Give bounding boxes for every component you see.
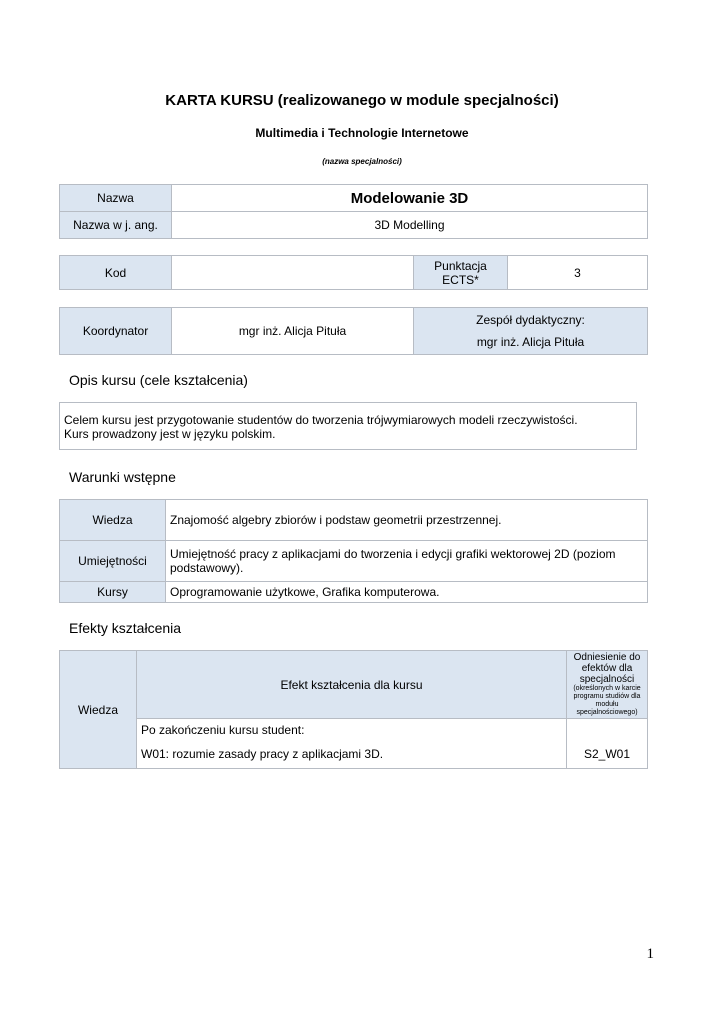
coordinator-value: mgr inż. Alicja Pituła bbox=[172, 308, 414, 355]
page-title: KARTA KURSU (realizowanego w module specjalności) bbox=[165, 92, 559, 109]
prerequisites-table bbox=[59, 499, 648, 603]
reference-header-note: (określonych w karcie programu studiów dla modułu specjalnościowego) bbox=[573, 685, 641, 716]
outcomes-intro: Po zakończeniu kursu student: bbox=[137, 719, 567, 741]
outcomes-heading: Efekty kształcenia bbox=[69, 620, 182, 636]
page-number: 1 bbox=[646, 946, 654, 962]
coordinator-label: Koordynator bbox=[60, 308, 172, 355]
code-ects-table bbox=[59, 255, 648, 290]
prereq-label: Wiedza bbox=[60, 500, 166, 541]
outcome-reference: S2_W01 bbox=[567, 741, 648, 769]
specialty-name: Multimedia i Technologie Internetowe bbox=[255, 126, 469, 140]
ects-label: Punktacja ECTS* bbox=[414, 256, 508, 290]
ects-value: 3 bbox=[508, 256, 648, 290]
course-name-en: 3D Modelling bbox=[172, 212, 648, 239]
teaching-team-cell bbox=[414, 308, 648, 355]
description-heading: Opis kursu (cele kształcenia) bbox=[69, 372, 248, 388]
name-label: Nazwa bbox=[60, 185, 172, 212]
course-name: Modelowanie 3D bbox=[172, 185, 648, 212]
code-value bbox=[172, 256, 414, 290]
outcome-item: W01: rozumie zasady pracy z aplikacjami 3D. bbox=[137, 741, 567, 769]
specialty-note: (nazwa specjalności) bbox=[322, 157, 402, 166]
prereq-label: Umiejętności bbox=[60, 541, 166, 582]
outcomes-row-label: Wiedza bbox=[60, 651, 137, 769]
name-en-label: Nazwa w j. ang. bbox=[60, 212, 172, 239]
description-line-1: Celem kursu jest przygotowanie studentów do tworzenia trójwymiarowych modeli rzeczywistości. bbox=[64, 413, 578, 427]
prereq-value: Oprogramowanie użytkowe, Grafika komputerowa. bbox=[166, 582, 648, 603]
prereq-value: Umiejętność pracy z aplikacjami do tworzenia i edycji grafiki wektorowej 2D (poziom podstawowy). bbox=[166, 541, 648, 582]
course-name-table bbox=[59, 184, 648, 239]
description-line-2: Kurs prowadzony jest w języku polskim. bbox=[64, 427, 276, 441]
reference-header-main: Odniesienie do efektów dla specjalności bbox=[573, 652, 641, 685]
coordinator-table bbox=[59, 307, 648, 355]
description-box bbox=[59, 402, 637, 450]
prereq-value: Znajomość algebry zbiorów i podstaw geometrii przestrzennej. bbox=[166, 500, 648, 541]
teaching-team-label: Zespół dydaktyczny: bbox=[476, 313, 585, 327]
outcomes-table bbox=[59, 650, 648, 769]
prerequisites-heading: Warunki wstępne bbox=[69, 469, 176, 485]
outcome-column-header: Efekt kształcenia dla kursu bbox=[137, 651, 567, 719]
outcomes-intro-ref bbox=[567, 719, 648, 741]
prereq-label: Kursy bbox=[60, 582, 166, 603]
code-label: Kod bbox=[60, 256, 172, 290]
reference-column-header bbox=[567, 651, 648, 719]
teaching-team-value: mgr inż. Alicja Pituła bbox=[476, 335, 585, 349]
